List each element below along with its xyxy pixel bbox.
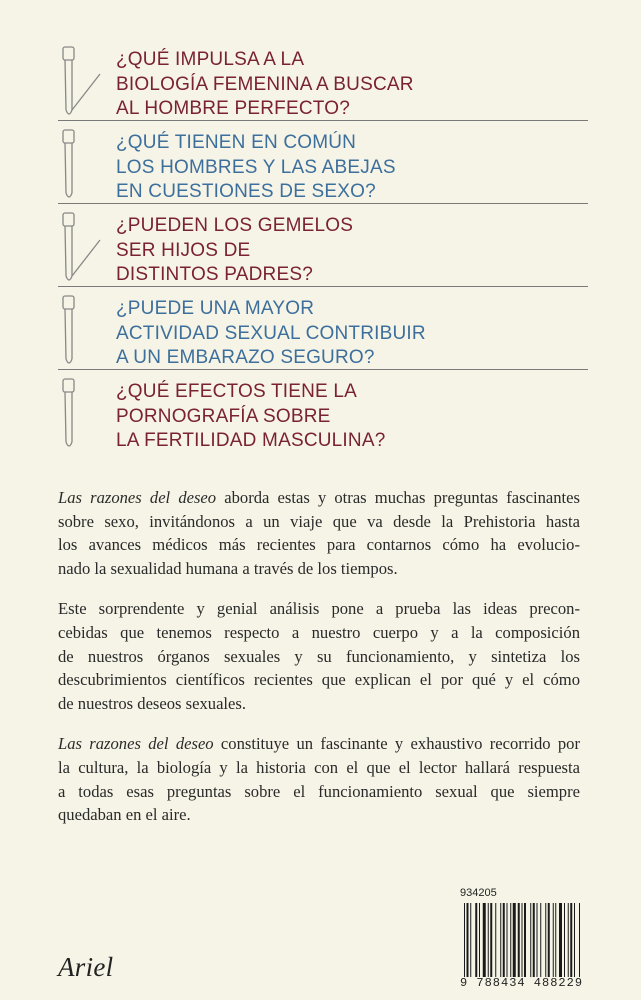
- question-text: [116, 380, 576, 454]
- question-item: [58, 370, 588, 452]
- paragraph-1: [58, 486, 580, 580]
- safety-pin-icon: [60, 293, 102, 369]
- question-item: [58, 38, 588, 121]
- text-line: de nuestros órganos sexuales y su funcionamiento, y sintetiza los: [58, 646, 580, 666]
- text-line: nado la sexualidad humana a través de los tiempos.: [58, 558, 398, 578]
- book-title: Las razones del deseo: [58, 734, 214, 754]
- book-title: Las razones del deseo: [58, 488, 217, 507]
- text-segment: aborda estas y otras muchas preguntas fascinantes: [216, 488, 580, 507]
- question-text: [116, 48, 576, 122]
- barcode-block: [460, 887, 624, 995]
- question-line: ¿QUÉ EFECTOS TIENE LA: [116, 381, 358, 402]
- text-line: Este sorprendente y genial análisis pone a prueba las ideas precon-: [58, 599, 580, 619]
- question-line: PORNOGRAFÍA SOBRE: [116, 405, 331, 427]
- paragraph-2: [58, 597, 580, 715]
- question-line: LOS HOMBRES Y LAS ABEJAS: [116, 156, 396, 178]
- question-line: ¿PUEDE UNA MAYOR: [116, 298, 315, 319]
- question-line: SER HIJOS DE: [116, 239, 251, 261]
- question-line: EN CUESTIONES DE SEXO?: [116, 181, 376, 202]
- question-line: ¿PUEDEN LOS GEMELOS: [116, 215, 354, 236]
- paragraph-3: [58, 732, 580, 826]
- text-line: la cultura, la biología y la historia con el que el lector hallará respuesta: [58, 757, 580, 777]
- safety-pin-icon: [60, 376, 102, 452]
- isbn-digits: 9 788434 488229: [460, 976, 584, 990]
- text-line: los avances médicos más recientes para contarnos cómo ha evolucio-: [58, 535, 580, 555]
- text-line: quedaban en el aire.: [58, 805, 191, 825]
- question-line: ACTIVIDAD SEXUAL CONTRIBUIR: [116, 322, 426, 344]
- question-line: DISTINTOS PADRES?: [116, 264, 313, 285]
- question-text: [116, 297, 576, 371]
- question-line: AL HOMBRE PERFECTO?: [116, 98, 350, 119]
- text-line: descubrimientos científicos recientes que explican el por qué y el cómo: [58, 670, 580, 690]
- question-line: A UN EMBARAZO SEGURO?: [116, 347, 375, 368]
- question-item: [58, 204, 588, 287]
- text-line: [58, 486, 580, 510]
- text-line: sobre sexo, invitándonos a un viaje que va desde la Prehistoria hasta: [58, 511, 580, 531]
- question-text: [116, 131, 576, 205]
- text-line: [58, 732, 580, 756]
- question-line: ¿QUÉ TIENEN EN COMÚN: [116, 132, 357, 153]
- safety-pin-icon: [60, 127, 102, 203]
- safety-pin-icon: [60, 44, 102, 120]
- text-segment: constituye un fascinante y exhaustivo recorrido por: [213, 734, 580, 754]
- text-line: a todas esas preguntas sobre el funcionamiento sexual que siempre: [58, 781, 580, 801]
- text-line: cebidas que tenemos respecto a nuestro cuerpo y a la composición: [58, 622, 580, 642]
- safety-pin-icon: [60, 210, 102, 286]
- question-line: ¿QUÉ IMPULSA A LA: [116, 49, 305, 70]
- question-item: [58, 287, 588, 370]
- publisher-logo: Ariel: [58, 952, 114, 982]
- barcode-icon: [462, 903, 622, 977]
- question-line: LA FERTILIDAD MASCULINA?: [116, 430, 386, 451]
- description-text: [58, 486, 580, 827]
- question-item: [58, 121, 588, 204]
- question-text: [116, 214, 576, 288]
- barcode-code: 934205: [460, 887, 497, 899]
- question-list: [58, 38, 588, 452]
- text-line: de nuestros deseos sexuales.: [58, 693, 247, 713]
- question-line: BIOLOGÍA FEMENINA A BUSCAR: [116, 73, 414, 95]
